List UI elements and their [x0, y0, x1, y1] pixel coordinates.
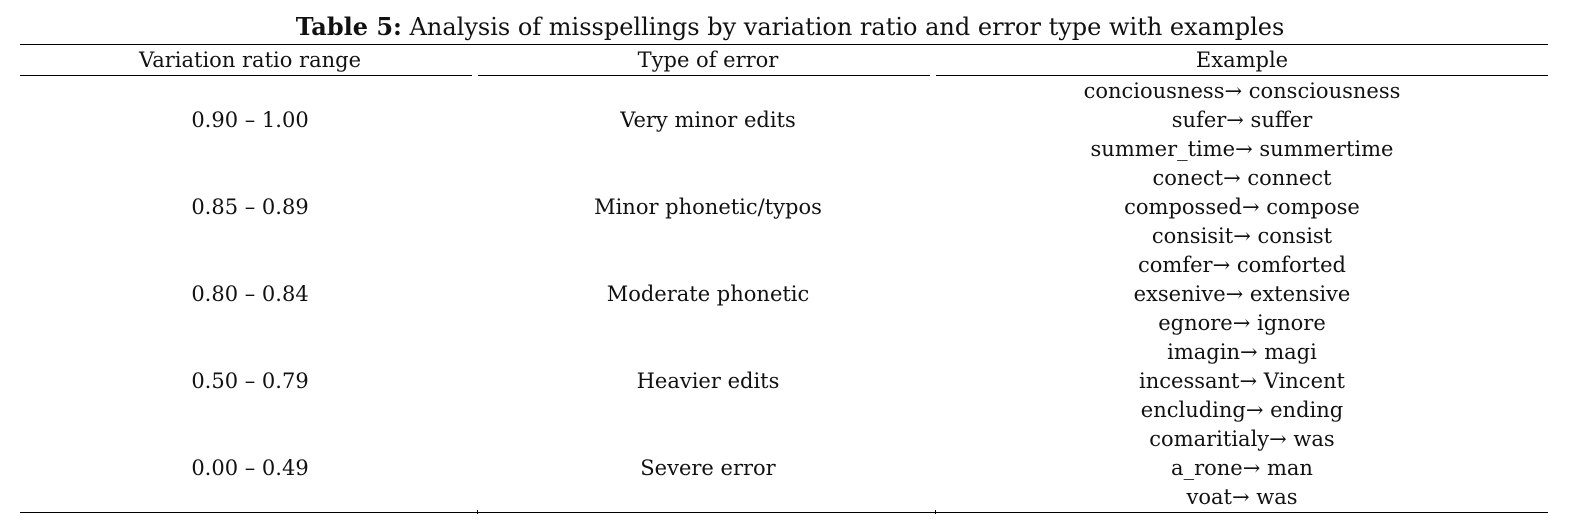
range-cell: 0.00 – 0.49 — [191, 456, 309, 480]
error-type-cell: Severe error — [640, 456, 776, 480]
header-rule-col2 — [478, 75, 930, 76]
column-divider-tick — [935, 510, 936, 514]
example-line: compossed→ compose — [1124, 195, 1360, 219]
example-line: sufer→ suffer — [1171, 108, 1313, 132]
header-variation-ratio: Variation ratio range — [138, 48, 362, 72]
caption-label: Table 5: — [295, 12, 402, 41]
example-line: exsenive→ extensive — [1133, 282, 1351, 306]
table-caption — [0, 12, 1580, 42]
header-rule-col1 — [20, 75, 472, 76]
range-cell: 0.80 – 0.84 — [191, 282, 309, 306]
column-divider-tick — [477, 510, 478, 514]
example-line: imagin→ magi — [1167, 340, 1317, 364]
example-line: conect→ connect — [1152, 166, 1332, 190]
example-line: summer_time→ summertime — [1090, 137, 1394, 161]
header-example: Example — [1195, 48, 1289, 72]
example-line: egnore→ ignore — [1158, 311, 1326, 335]
table-bottom-rule — [20, 512, 1548, 513]
range-cell: 0.85 – 0.89 — [191, 195, 309, 219]
table-top-rule — [20, 44, 1548, 45]
header-type-of-error: Type of error — [637, 48, 779, 72]
error-type-cell: Minor phonetic/typos — [594, 195, 822, 219]
error-type-cell: Moderate phonetic — [606, 282, 810, 306]
example-line: comfer→ comforted — [1138, 253, 1346, 277]
header-rule-col3 — [936, 75, 1548, 76]
error-type-cell: Heavier edits — [636, 369, 780, 393]
range-cell: 0.50 – 0.79 — [191, 369, 309, 393]
caption-text: Analysis of misspellings by variation ratio and error type with examples — [409, 13, 1285, 41]
example-line: incessant→ Vincent — [1139, 369, 1345, 393]
example-line: encluding→ ending — [1140, 398, 1344, 422]
range-cell: 0.90 – 1.00 — [191, 108, 309, 132]
example-line: consisit→ consist — [1151, 224, 1333, 248]
example-line: a_rone→ man — [1171, 456, 1313, 480]
example-line: voat→ was — [1186, 485, 1298, 509]
example-line: comaritialy→ was — [1149, 427, 1335, 451]
error-type-cell: Very minor edits — [620, 108, 796, 132]
example-line: conciousness→ consciousness — [1083, 79, 1401, 103]
